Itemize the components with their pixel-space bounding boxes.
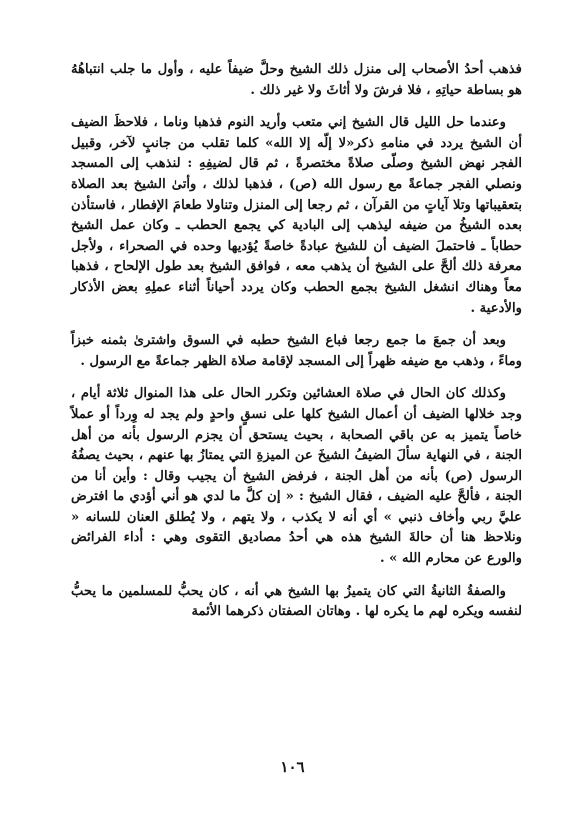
paragraph-3: وبعد أن جمعَ ما جمع رجعا فباع الشيخ حطبه في السوق واشترىٰ بثمنه خبزاً وماءً ، وذهب مع ضيفه ظهراً إلى المسجد لإقامة صلاة الظهر جماعةً مع الرسول . — [71, 333, 522, 369]
paragraph-5: والصفةُ الثانيةُ التي كان يتميزُ بها الشيخ هي أنه ، كان يحبُّ للمسلمين ما يحبُّ لنفسه ويكره لهم ما يكره لها . وهاتان الصفتان ذكرهما الأئمة — [71, 583, 522, 620]
body-text — [71, 60, 522, 623]
paragraph-4: وكذلك كان الحال في صلاة العشائين وتكرر الحال على هذا المنوال ثلاثة أيام ، وجد خلالها الضيف أن أعمال الشيخ كلها على نسقٍ واحدٍ ولم يجد له وِرداً أو عملاً خاصاً يتميز به عن باقي الصحابة ، بحيث يستحق أن يجزم الرسول بأنه من أهل الجنة ، في النهاية سألَ الضيفُ الشيخَ عن الميزةِ التي يمتازُ بها عنهم ، بحيث يصفُهُ الرسول (ص) بأنه من أهل الجنة ، فرفض الشيخ أن يجيب وقال : وأين أنا من الجنة ، فألحَّ عليه الضيف ، فقال الشيخ : « إن كلَّ ما لدي هو أني أؤدي ما افترض عليَّ ربي وأخاف ذنبي » أي أنه لا يكذب ، ولا يتهم ، ولا يُطلق العنان للسانه « ونلاحظ هنا أن حالةَ الشيخ هذه هي أحدُ مصاديق التقوى وهي : أداء الفرائض والورع عن محارم الله » . — [71, 386, 522, 567]
page-number: ١٠٦ — [280, 758, 305, 776]
paragraph-1: فذهب أحدُ الأصحاب إلى منزل ذلك الشيخ وحلَّ ضيفاً عليه ، وأول ما جلب انتباهُهُ هو بساطة حياتِهِ ، فلا فرشَ ولا أثاثَ ولا غير ذلك . — [71, 62, 522, 98]
paragraph-2: وعندما حل الليل قال الشيخ إني متعب وأريد النوم فذهبا وناما ، فلاحظَ الضيف أن الشيخ يردد في منامهِ ذكر«لا إلّه إلا الله» كلما تقلب من جانبٍ لآخر، وقبيل الفجر نهض الشيخ وصلّى صلاةً مختصرةً ، ثم قال لضيفِهِ : لنذهب إلى المسجد ونصلي الفجر جماعةً مع رسول الله (ص) ، فذهبا لذلك ، وأتىٰ الشيخ بعد الصلاة بتعقيباتها وتلا آياتٍ من القرآن ، ثم رجعا إلى المنزل وتناولا طعامَ الإفطار ، فاستأذن بعده الشيخُ من ضيفه ليذهب إلى البادية كي يجمع الحطب ـ وكان عمل الشيخ حطاباً ـ فاحتملَ الضيف أن للشيخ عبادةً خاصةً يُؤديها وحده في الصحراء ، ولأجل معرفة ذلك ألحَّ على الشيخ أن يذهب معه ، فوافق الشيخ بعد طول الإلحاح ، فذهبا معاً وهناك انشغل الشيخ بجمع الحطب وكان يردد أحياناً أثناء عملِهِ بعض الأذكار والأدعية . — [71, 115, 522, 316]
